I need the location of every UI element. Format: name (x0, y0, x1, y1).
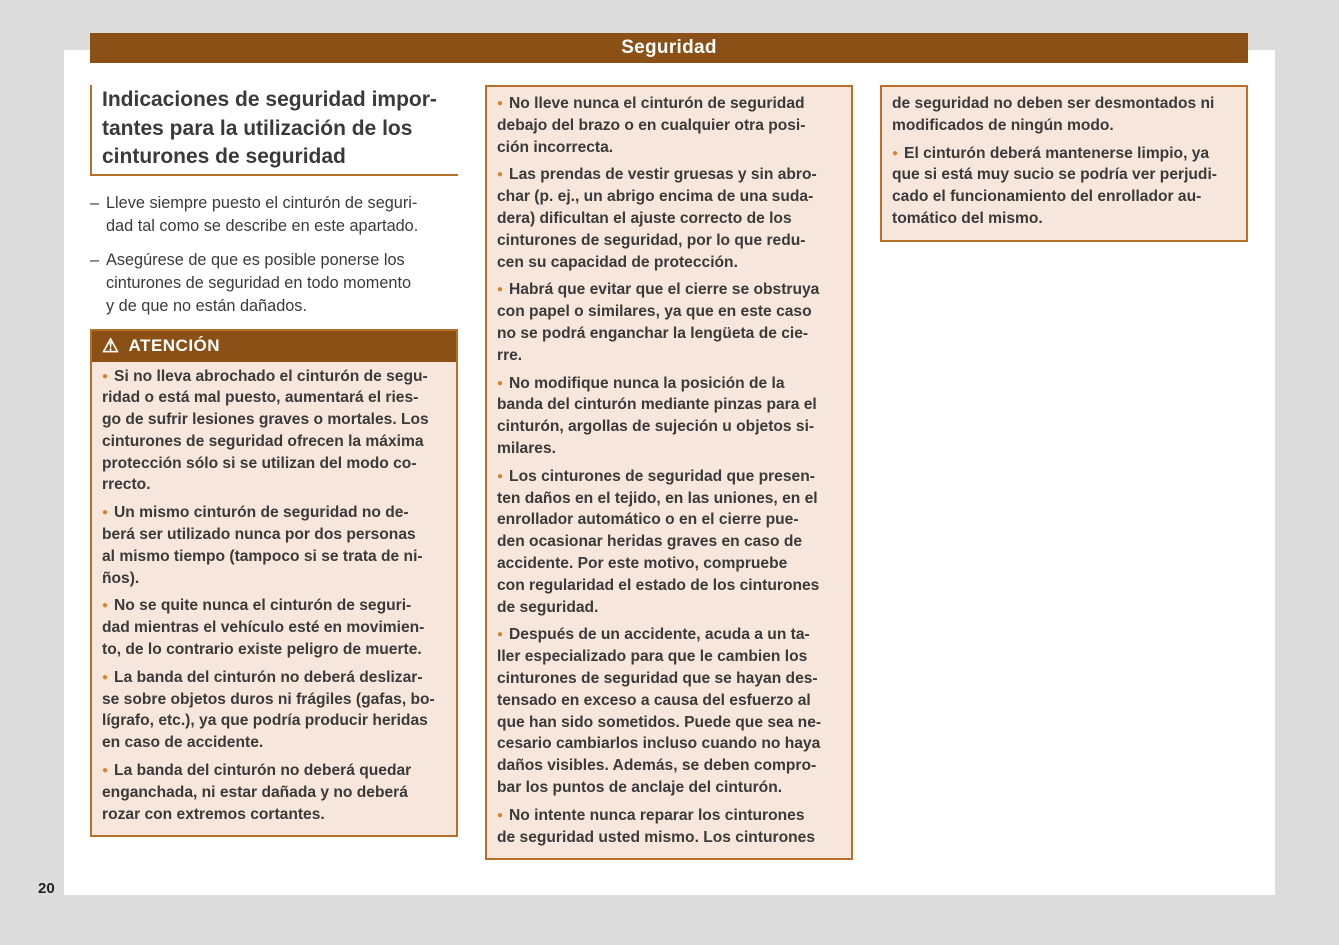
text-line: no se podrá enganchar la lengüeta de cie- (497, 324, 809, 342)
text-line: dad mientras el vehículo esté en movimien- (102, 619, 425, 637)
text-line: to, de lo contrario existe peligro de muerte. (102, 641, 422, 659)
bullet-dot-icon: ● (102, 370, 109, 382)
text-line: lígrafo, etc.), ya que podría producir heridas (102, 712, 428, 730)
text-line: rre. (497, 346, 523, 364)
text-line: Los cinturones de seguridad que presen- (509, 467, 815, 485)
bullet-paragraph (892, 93, 1236, 137)
text-line: char (p. ej., un abrigo encima de una suda- (497, 188, 814, 206)
text-line: cinturones de seguridad en todo momento (106, 273, 412, 292)
bullet-paragraph (497, 373, 841, 460)
bullet-dot-icon: ● (497, 98, 504, 109)
instruction-list (90, 192, 458, 318)
text-line: debajo del brazo o en cualquier otra posi- (497, 116, 806, 134)
bullet-dot-icon: ● (102, 671, 109, 683)
text-line: Un mismo cinturón de seguridad no de- (114, 504, 409, 522)
title-line: tantes para la utilización de los (102, 116, 413, 140)
text-line: se sobre objetos duros ni frágiles (gafas, bo- (102, 690, 435, 708)
instruction-item (90, 249, 458, 318)
column-1 (90, 85, 458, 837)
text-line: berá ser utilizado nunca por dos personas (102, 526, 416, 544)
bullet-paragraph (497, 624, 841, 798)
text-line: cinturón, argollas de sujeción u objetos si- (497, 418, 815, 436)
text-line: cado el funcionamiento del enrollador au- (892, 188, 1202, 206)
warning-body (92, 362, 456, 836)
text-line: accidente. Por este motivo, compruebe (497, 554, 788, 572)
text-line: den ocasionar heridas graves en caso de (497, 533, 803, 551)
bullet-paragraph (102, 366, 446, 497)
text-line: rozar con extremos cortantes. (102, 805, 325, 823)
text-line: que si está muy sucio se podría ver perjudi- (892, 166, 1217, 184)
section-title (102, 86, 452, 172)
bullet-paragraph (497, 164, 841, 273)
text-line: Las prendas de vestir gruesas y sin abro- (509, 166, 817, 184)
text-line: y de que no están dañados. (106, 296, 307, 315)
page-number: 20 (38, 880, 55, 897)
text-line: cinturones de seguridad que se hayan des- (497, 669, 818, 687)
text-line: Asegúrese de que es posible ponerse los (106, 250, 405, 269)
text-line: Si no lleva abrochado el cinturón de segu- (114, 367, 428, 385)
bullet-paragraph (102, 595, 446, 660)
bullet-dot-icon: ● (497, 169, 504, 181)
bullet-dot-icon: ● (892, 147, 899, 159)
dash-marker: – (90, 250, 100, 269)
instruction-item (90, 192, 458, 238)
section-header-bar (90, 33, 1248, 63)
bullet-dot-icon: ● (497, 470, 504, 482)
text-line: ños). (102, 569, 140, 587)
column-3 (880, 85, 1248, 242)
text-line: protección sólo si se utilizan del modo co- (102, 454, 417, 472)
warning-header (92, 331, 456, 362)
bullet-paragraph (102, 667, 446, 754)
section-header-title: Seguridad (621, 37, 717, 58)
text-line: de seguridad no deben ser desmontados ni (892, 95, 1215, 112)
bullet-paragraph (497, 93, 841, 158)
bullet-dot-icon: ● (497, 809, 504, 821)
dash-marker: – (90, 193, 100, 212)
text-line: cinturones de seguridad, por lo que redu- (497, 231, 806, 249)
bullet-paragraph (102, 760, 446, 825)
text-line: milares. (497, 439, 556, 457)
safety-notes-box (485, 85, 853, 860)
text-line: Habrá que evitar que el cierre se obstruya (509, 281, 820, 299)
text-line: ten daños en el tejido, en las uniones, en el (497, 489, 818, 507)
bullet-paragraph (497, 279, 841, 366)
text-line: enganchada, ni estar dañada y no deberá (102, 783, 408, 801)
safety-notes-box-continued (880, 85, 1248, 242)
text-line: No modifique nunca la posición de la (509, 374, 785, 392)
bullet-dot-icon: ● (497, 629, 504, 641)
column-2 (485, 85, 853, 860)
text-line: que han sido sometidos. Puede que sea ne- (497, 713, 822, 731)
text-line: tomático del mismo. (892, 209, 1043, 227)
text-line: ller especializado para que le cambien los (497, 648, 808, 666)
text-line: No intente nunca reparar los cinturones (509, 806, 805, 824)
bullet-paragraph (497, 805, 841, 849)
text-line: La banda del cinturón no deberá quedar (114, 762, 412, 780)
text-line: go de sufrir lesiones graves o mortales. Los (102, 411, 429, 429)
text-line: No lleve nunca el cinturón de seguridad (509, 95, 805, 112)
text-line: con regularidad el estado de los cinturones (497, 576, 820, 594)
text-line: daños visibles. Además, se deben compro- (497, 757, 817, 775)
text-line: al mismo tiempo (tampoco si se trata de ni- (102, 547, 423, 565)
warning-box (90, 329, 458, 838)
text-line: modificados de ningún modo. (892, 116, 1114, 134)
text-line: de seguridad. (497, 598, 599, 616)
text-line: rrecto. (102, 476, 151, 494)
text-line: enrollador automático o en el cierre pue- (497, 511, 799, 529)
text-line: ción incorrecta. (497, 138, 614, 156)
text-line: No se quite nunca el cinturón de seguri- (114, 597, 412, 615)
bullet-dot-icon: ● (102, 765, 109, 777)
title-line: Indicaciones de seguridad impor- (102, 88, 437, 111)
warning-label: ATENCIÓN (128, 336, 221, 355)
text-line: de seguridad usted mismo. Los cinturones (497, 828, 815, 846)
bullet-paragraph (102, 502, 446, 589)
text-line: El cinturón deberá mantenerse limpio, ya (904, 144, 1210, 162)
title-line: cinturones de seguridad (102, 145, 346, 168)
text-line: La banda del cinturón no deberá deslizar- (114, 668, 423, 686)
text-line: cesario cambiarlos incluso cuando no haya (497, 735, 821, 753)
bullet-dot-icon: ● (102, 600, 109, 612)
bullet-paragraph (892, 143, 1236, 230)
text-line: cen su capacidad de protección. (497, 253, 738, 271)
warning-triangle-icon: ⚠ (102, 335, 120, 357)
text-line: Lleve siempre puesto el cinturón de seguri- (106, 193, 418, 212)
text-line: con papel o similares, ya que en este caso (497, 303, 812, 321)
text-line: cinturones de seguridad ofrecen la máxima (102, 432, 424, 450)
text-line: Después de un accidente, acuda a un ta- (509, 626, 810, 644)
text-line: en caso de accidente. (102, 734, 264, 752)
bullet-dot-icon: ● (102, 507, 109, 519)
text-line: dad tal como se describe en este apartado. (106, 216, 419, 235)
section-title-box (90, 85, 458, 176)
bullet-paragraph (497, 466, 841, 619)
text-line: banda del cinturón mediante pinzas para el (497, 396, 817, 414)
text-line: tensado en exceso a causa del esfuerzo al (497, 691, 811, 709)
text-line: dera) dificultan el ajuste correcto de los (497, 209, 792, 227)
bullet-dot-icon: ● (497, 284, 504, 296)
text-line: bar los puntos de anclaje del cinturón. (497, 778, 783, 796)
text-line: ridad o está mal puesto, aumentará el ries- (102, 389, 419, 407)
bullet-dot-icon: ● (497, 377, 504, 389)
